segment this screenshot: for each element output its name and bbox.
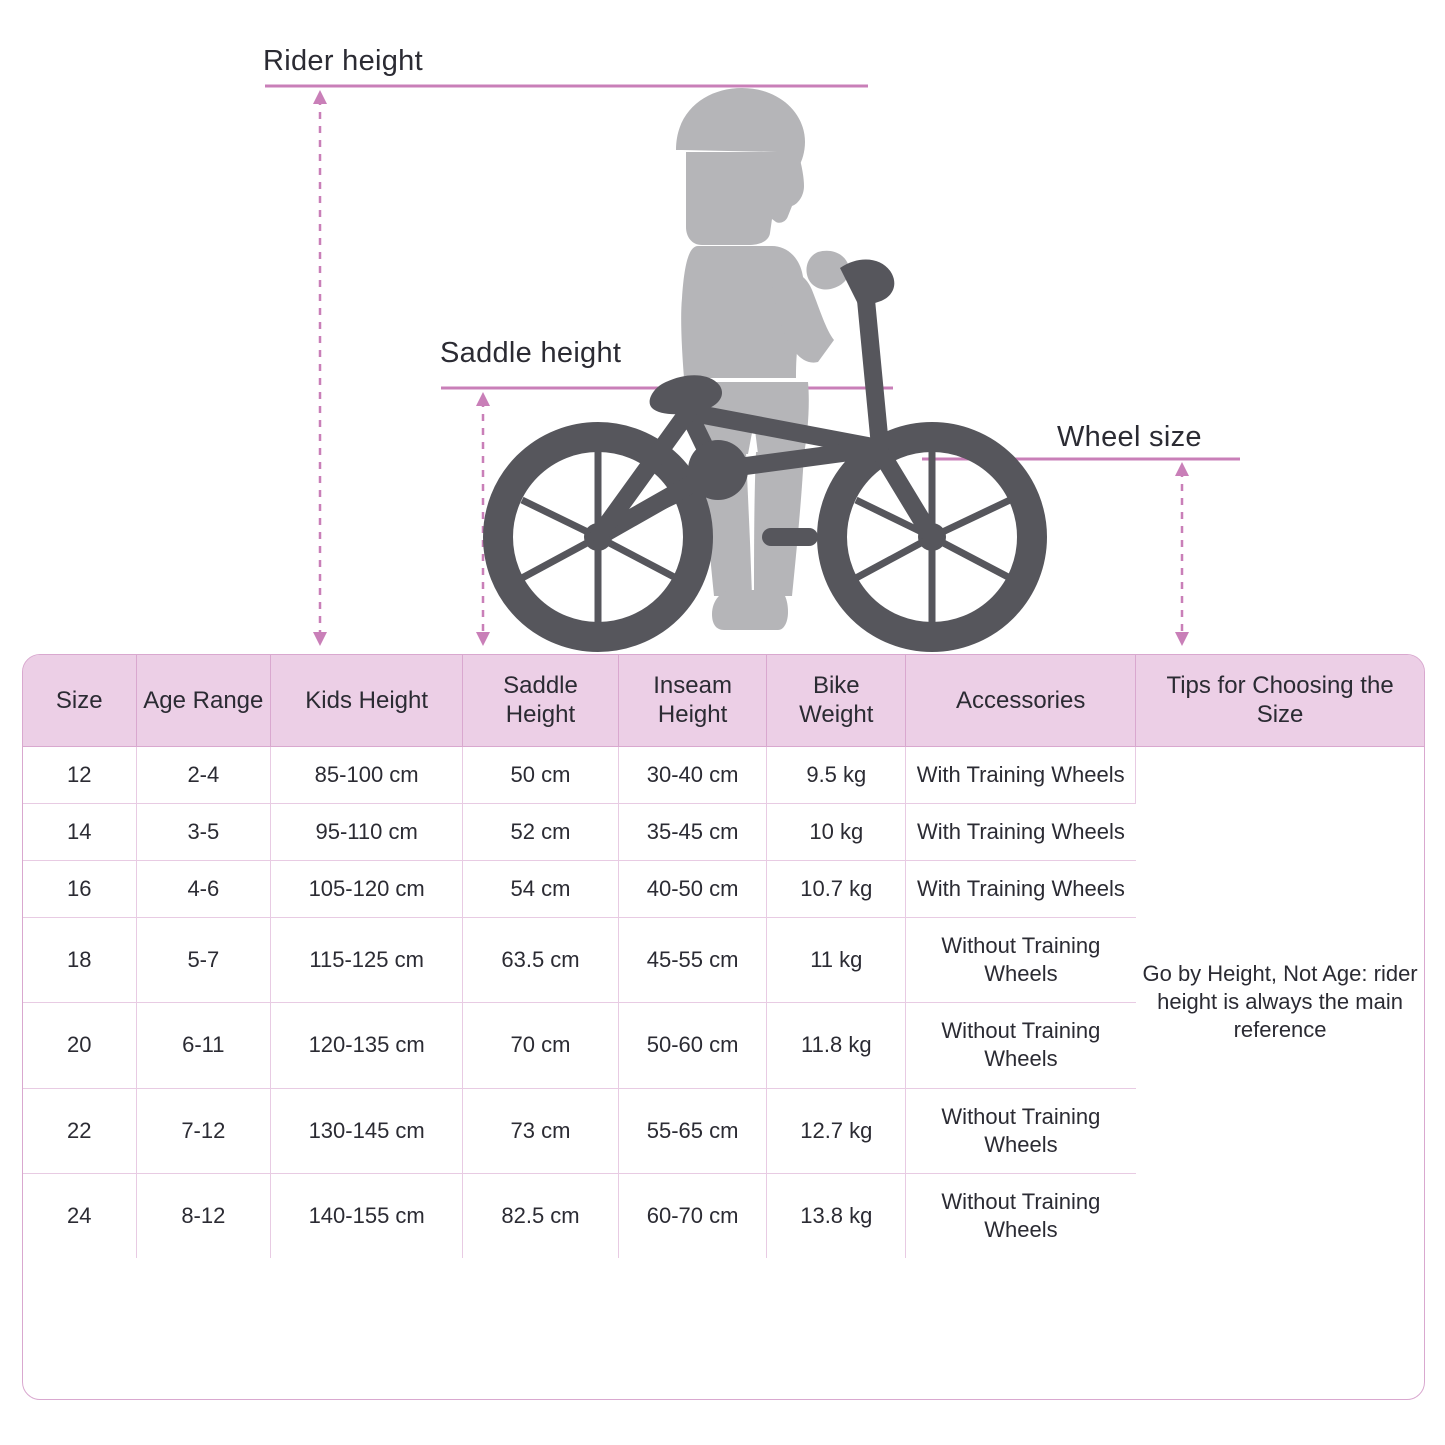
column-header-inseam-height: Inseam Height (618, 655, 767, 747)
cell-size: 16 (23, 860, 137, 917)
column-header-saddle-height: Saddle Height (463, 655, 619, 747)
cell-saddle-height: 73 cm (463, 1088, 619, 1173)
column-header-kids-height: Kids Height (271, 655, 463, 747)
label-rider-height: Rider height (263, 45, 423, 77)
column-header-age-range: Age Range (136, 655, 271, 747)
cell-weight: 11.8 kg (767, 1003, 906, 1088)
cell-saddle-height: 63.5 cm (463, 918, 619, 1003)
cell-weight: 9.5 kg (767, 746, 906, 803)
cell-accessories: Without Training Wheels (906, 1003, 1136, 1088)
cell-size: 18 (23, 918, 137, 1003)
cell-age: 3-5 (136, 803, 271, 860)
cell-inseam: 55-65 cm (618, 1088, 767, 1173)
cell-saddle-height: 54 cm (463, 860, 619, 917)
cell-saddle-height: 50 cm (463, 746, 619, 803)
cell-accessories: Without Training Wheels (906, 1173, 1136, 1258)
cell-accessories: Without Training Wheels (906, 918, 1136, 1003)
cell-size: 14 (23, 803, 137, 860)
column-header-tips: Tips for Choosing the Size (1136, 655, 1425, 747)
cell-accessories: With Training Wheels (906, 803, 1136, 860)
label-wheel-size: Wheel size (1057, 421, 1202, 453)
cell-inseam: 45-55 cm (618, 918, 767, 1003)
column-header-size: Size (23, 655, 137, 747)
cell-kids-height: 85-100 cm (271, 746, 463, 803)
cell-saddle-height: 70 cm (463, 1003, 619, 1088)
cell-saddle-height: 52 cm (463, 803, 619, 860)
cell-age: 4-6 (136, 860, 271, 917)
cell-weight: 12.7 kg (767, 1088, 906, 1173)
cell-size: 22 (23, 1088, 137, 1173)
cell-inseam: 60-70 cm (618, 1173, 767, 1258)
cell-inseam: 35-45 cm (618, 803, 767, 860)
column-header-bike-weight: Bike Weight (767, 655, 906, 747)
cell-saddle-height: 82.5 cm (463, 1173, 619, 1258)
cell-kids-height: 120-135 cm (271, 1003, 463, 1088)
cell-kids-height: 140-155 cm (271, 1173, 463, 1258)
cell-inseam: 40-50 cm (618, 860, 767, 917)
label-saddle-height: Saddle height (440, 337, 622, 369)
cell-kids-height: 95-110 cm (271, 803, 463, 860)
cell-age: 6-11 (136, 1003, 271, 1088)
cell-age: 8-12 (136, 1173, 271, 1258)
cell-age: 2-4 (136, 746, 271, 803)
cell-weight: 10.7 kg (767, 860, 906, 917)
cell-tips: Go by Height, Not Age: rider height is always the main reference (1136, 746, 1425, 1259)
cell-inseam: 30-40 cm (618, 746, 767, 803)
cell-weight: 10 kg (767, 803, 906, 860)
cell-kids-height: 130-145 cm (271, 1088, 463, 1173)
cell-age: 5-7 (136, 918, 271, 1003)
cell-size: 12 (23, 746, 137, 803)
column-header-accessories: Accessories (906, 655, 1136, 747)
cell-kids-height: 105-120 cm (271, 860, 463, 917)
cell-inseam: 50-60 cm (618, 1003, 767, 1088)
cell-size: 20 (23, 1003, 137, 1088)
cell-age: 7-12 (136, 1088, 271, 1173)
cell-weight: 11 kg (767, 918, 906, 1003)
bike-size-table (22, 654, 1425, 1259)
table-header-row (23, 655, 1425, 747)
cell-size: 24 (23, 1173, 137, 1258)
size-table-container (22, 654, 1425, 1400)
cell-accessories: Without Training Wheels (906, 1088, 1136, 1173)
cell-kids-height: 115-125 cm (271, 918, 463, 1003)
cell-accessories: With Training Wheels (906, 860, 1136, 917)
cell-accessories: With Training Wheels (906, 746, 1136, 803)
cell-weight: 13.8 kg (767, 1173, 906, 1258)
table-row (23, 746, 1425, 803)
bike-sizing-illustration (0, 0, 1445, 660)
